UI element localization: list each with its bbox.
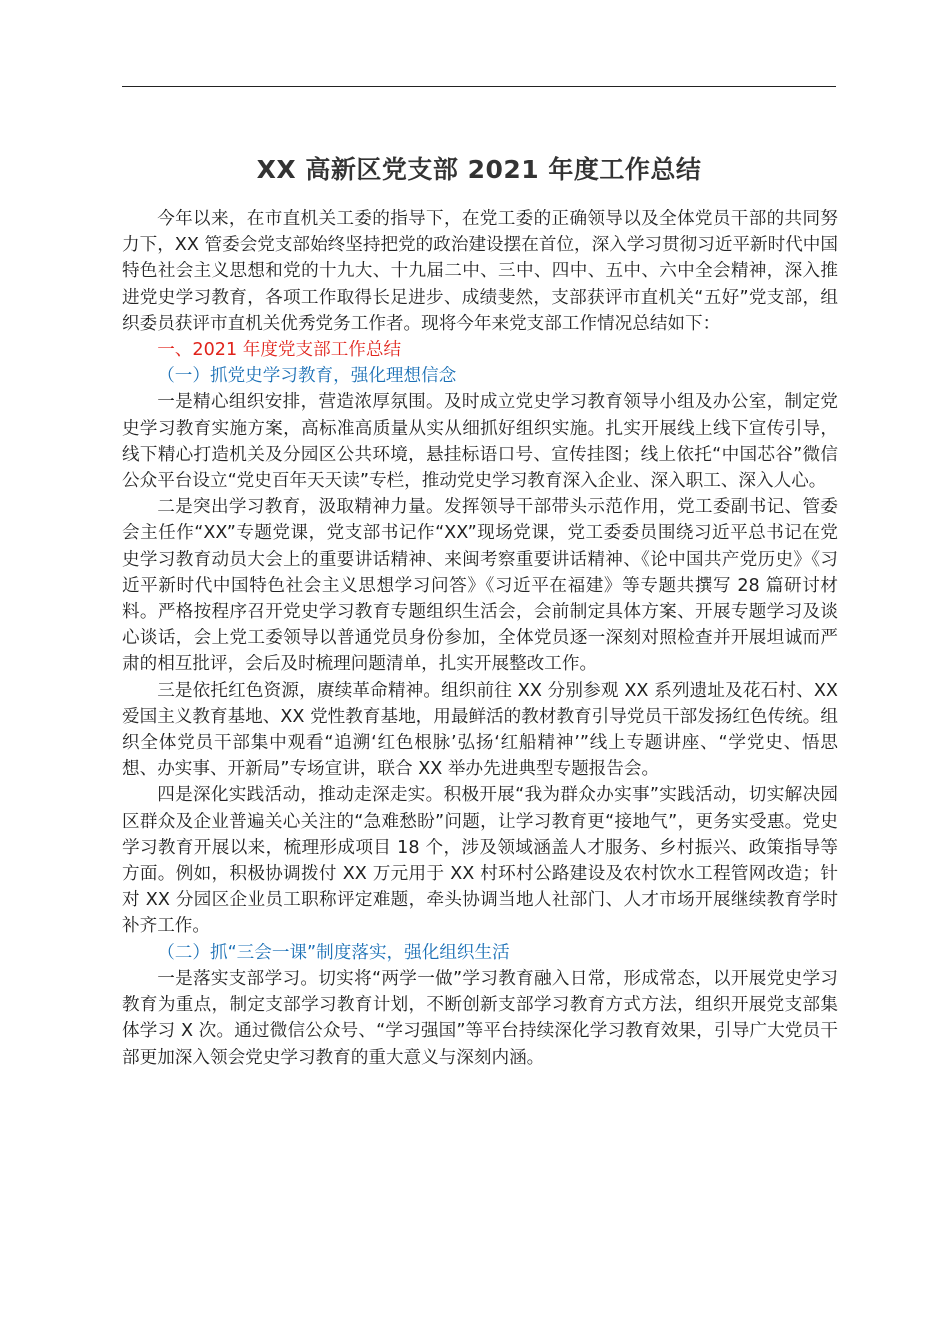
body-paragraph: 四是深化实践活动，推动走深走实。积极开展“我为群众办实事”实践活动，切实解决园区群众及企业普遍关心关注的“急难愁盼”问题，让学习教育更“接地气”，更务实受惠。党史学习教育开展以来，梳理形成项目 18 个，涉及领域涵盖人才服务、乡村振兴、政策指导等方面。例如，积极协调拨付 XX 万元用于 XX 村环村公路建设及农村饮水工程管网改造；针对 XX 分园区企业员工职称评定难题，牵头协调当地人社部门、人才市场开展继续教育学时补齐工作。 <box>122 785 838 937</box>
subsection-heading: （一）抓党史学习教育，强化理想信念 <box>157 366 457 387</box>
document-body <box>122 206 838 1071</box>
body-paragraph: 一是落实支部学习。切实将“两学一做”学习教育融入日常，形成常态，以开展党史学习教育为重点，制定支部学习教育计划，不断创新支部学习教育方式方法，组织开展党支部集体学习 X 次。通过微信公众号、“学习强国”等平台持续深化学习教育效果，引导广大党员干部更加深入领会党史学习教育的重大意义与深刻内涵。 <box>122 968 838 1068</box>
intro-paragraph: 今年以来，在市直机关工委的指导下，在党工委的正确领导以及全体党员干部的共同努力下，XX 管委会党支部始终坚持把党的政治建设摆在首位，深入学习贯彻习近平新时代中国特色社会主义思想和党的十九大、十九届二中、三中、四中、五中、六中全会精神，深入推进党史学习教育，各项工作取得长足进步、成绩斐然，支部获评市直机关“五好”党支部，组织委员获评市直机关优秀党务工作者。现将今年来党支部工作情况总结如下： <box>122 209 838 334</box>
body-paragraph: 三是依托红色资源，赓续革命精神。组织前往 XX 分别参观 XX 系列遗址及花石村、XX 爱国主义教育基地、XX 党性教育基地，用最鲜活的教材教育引导党员干部发扬红色传统。组织全体党员干部集中观看“追溯‘红色根脉’弘扬‘红船精神’”线上专题讲座、“学党史、悟思想、办实事、开新局”专场宣讲，联合 XX 举办先进典型专题报告会。 <box>122 680 838 780</box>
body-paragraph: 一是精心组织安排，营造浓厚氛围。及时成立党史学习教育领导小组及办公室，制定党史学习教育实施方案，高标准高质量从实从细抓好组织实施。扎实开展线上线下宣传引导，线下精心打造机关及分园区公共环境，悬挂标语口号、宣传挂图；线上依托“中国芯谷”微信公众平台设立“党史百年天天读”专栏，推动党史学习教育深入企业、深入职工、深入人心。 <box>122 392 838 492</box>
section-heading: 一、2021 年度党支部工作总结 <box>157 340 402 361</box>
document-title: XX 高新区党支部 2021 年度工作总结 <box>256 155 702 184</box>
header-rule <box>122 86 836 87</box>
subsection-heading: （二）抓“三会一课”制度落实，强化组织生活 <box>157 942 510 963</box>
body-paragraph: 二是突出学习教育，汲取精神力量。发挥领导干部带头示范作用，党工委副书记、管委会主任作“XX”专题党课，党支部书记作“XX”现场党课，党工委委员围绕习近平总书记在党史学习教育动员大会上的重要讲话精神、来闽考察重要讲话精神、《论中国共产党历史》《习近平新时代中国特色社会主义思想学习问答》《习近平在福建》等专题共撰写 28 篇研讨材料。严格按程序召开党史学习教育专题组织生活会，会前制定具体方案、开展专题学习及谈心谈话，会上党工委领导以普通党员身份参加，全体党员逐一深刻对照检查并开展坦诚而严肃的相互批评，会后及时梳理问题清单，扎实开展整改工作。 <box>122 497 838 675</box>
